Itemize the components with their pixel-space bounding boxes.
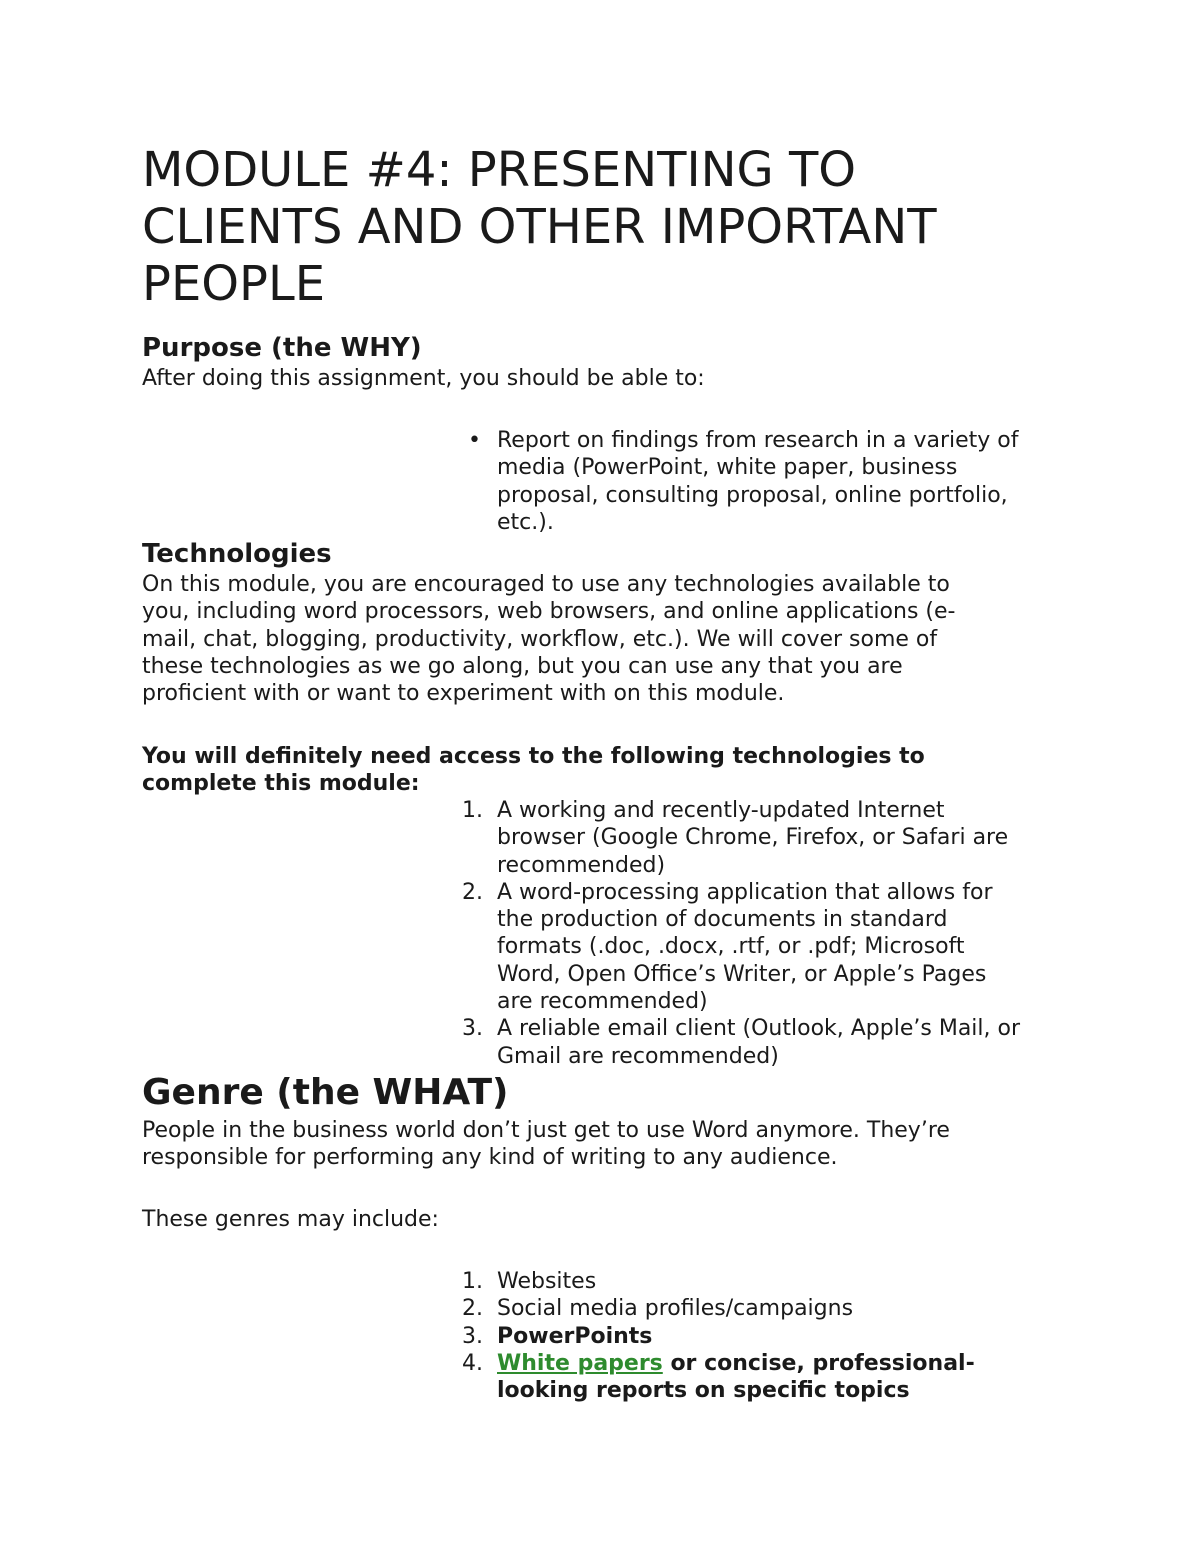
list-item-line bbox=[497, 1350, 1082, 1377]
white-papers-link[interactable]: White papers bbox=[497, 1350, 663, 1376]
list-item bbox=[462, 1295, 1082, 1322]
list-item-line: A working and recently-updated Internet bbox=[497, 798, 945, 823]
list-number: 2. bbox=[462, 1296, 483, 1322]
bullet-marker: • bbox=[468, 428, 481, 453]
paragraph-line: you, including word processors, web browsers, and online applications (e- bbox=[142, 599, 956, 625]
page-title-line-3: PEOPLE bbox=[142, 256, 326, 312]
list-item-line: looking reports on specific topics bbox=[497, 1378, 910, 1404]
list-item-line: Gmail are recommended) bbox=[497, 1043, 779, 1069]
genre-numbered-list bbox=[462, 1268, 1082, 1404]
list-item-line: are recommended) bbox=[497, 989, 708, 1015]
list-item bbox=[462, 1268, 1082, 1295]
paragraph-line: On this module, you are encouraged to use any technologies available to bbox=[142, 572, 950, 597]
list-number: 4. bbox=[462, 1350, 483, 1376]
list-item-text: Social media profiles/campaigns bbox=[497, 1296, 854, 1322]
list-number: 1. bbox=[462, 1269, 483, 1294]
list-item-line: A word-processing application that allows for bbox=[497, 879, 993, 905]
genre-paragraph bbox=[142, 1117, 950, 1172]
page-title-line-2: CLIENTS AND OTHER IMPORTANT bbox=[142, 199, 937, 255]
list-item-line: Report on findings from research in a variety of bbox=[497, 428, 1019, 453]
paragraph-line: proficient with or want to experiment with on this module. bbox=[142, 681, 785, 707]
purpose-intro: After doing this assignment, you should be able to: bbox=[142, 366, 705, 391]
list-item-line: formats (.doc, .docx, .rtf, or .pdf; Microsoft bbox=[497, 934, 965, 960]
list-item-text: PowerPoints bbox=[497, 1323, 653, 1349]
list-item-line: Word, Open Office’s Writer, or Apple’s Pages bbox=[497, 961, 987, 987]
purpose-heading: Purpose (the WHY) bbox=[142, 333, 422, 363]
technologies-heading: Technologies bbox=[142, 539, 332, 569]
genre-intro: These genres may include: bbox=[142, 1207, 439, 1232]
list-item-line: etc.). bbox=[497, 509, 554, 535]
list-item-line: A reliable email client (Outlook, Apple’s Mail, or bbox=[497, 1016, 1021, 1042]
page-title-line-1: MODULE #4: PRESENTING TO bbox=[142, 142, 857, 198]
list-item-line: proposal, consulting proposal, online portfolio, bbox=[497, 482, 1008, 508]
list-number: 1. bbox=[462, 798, 483, 823]
list-item-text: Websites bbox=[497, 1269, 597, 1294]
list-item bbox=[462, 1350, 1082, 1405]
list-item-line: recommended) bbox=[497, 852, 666, 878]
technologies-numbered-list bbox=[462, 797, 1082, 1070]
requirement-line: complete this module: bbox=[142, 771, 420, 797]
paragraph-line: mail, chat, blogging, productivity, workflow, etc.). We will cover some of bbox=[142, 626, 938, 652]
list-number: 3. bbox=[462, 1016, 483, 1042]
paragraph-line: these technologies as we go along, but you can use any that you are bbox=[142, 653, 903, 679]
list-item-line: media (PowerPoint, white paper, business bbox=[497, 455, 958, 481]
list-item bbox=[462, 427, 1082, 536]
list-item bbox=[462, 1015, 1082, 1070]
list-item bbox=[462, 797, 1082, 879]
genre-heading: Genre (the WHAT) bbox=[142, 1072, 509, 1113]
list-item bbox=[462, 879, 1082, 1015]
paragraph-line: responsible for performing any kind of writing to any audience. bbox=[142, 1145, 838, 1171]
list-item-line: the production of documents in standard bbox=[497, 907, 948, 933]
requirement-line: You will definitely need access to the following technologies to bbox=[142, 744, 925, 769]
technologies-requirement bbox=[142, 743, 925, 798]
paragraph-line: People in the business world don’t just get to use Word anymore. They’re bbox=[142, 1118, 950, 1143]
list-item bbox=[462, 1323, 1082, 1350]
list-item-text: or concise, professional- bbox=[662, 1350, 975, 1376]
technologies-paragraph bbox=[142, 571, 955, 707]
purpose-bullet-list bbox=[462, 427, 1082, 536]
list-number: 3. bbox=[462, 1323, 483, 1349]
list-number: 2. bbox=[462, 879, 483, 905]
list-item-line: browser (Google Chrome, Firefox, or Safari are bbox=[497, 825, 1009, 851]
